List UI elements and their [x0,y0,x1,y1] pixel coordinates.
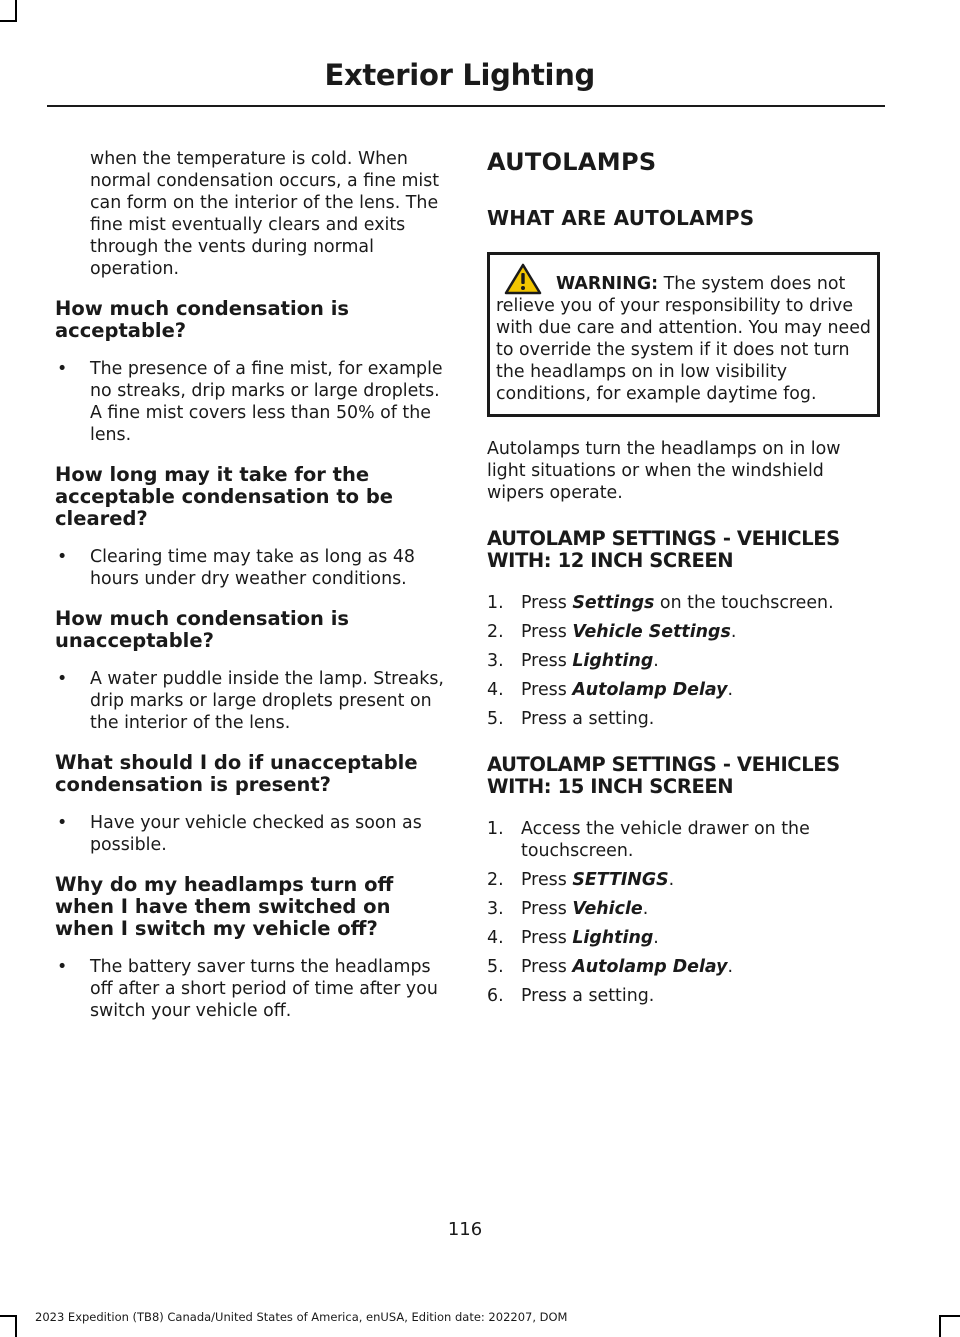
bullet-dot: • [57,813,68,833]
step-ui-label: Autolamp Delay [572,957,728,977]
crop-mark [0,20,17,22]
list-item [487,592,880,614]
faq-section [55,874,450,1022]
step-text-plain: Access the vehicle drawer on the touchscreen. [521,819,810,861]
step-text-plain: . [653,928,659,948]
faq-heading: What should I do if unacceptable condensation is present? [55,751,418,796]
faq-heading: How much condensation is unacceptable? [55,607,349,652]
step-text-plain: Press [521,870,573,890]
faq-section [55,464,450,590]
warning-label: WARNING: [556,274,659,294]
bullet-dot: • [57,359,68,379]
bullet-text: Have your vehicle checked as soon as possible. [90,813,422,855]
list-item [487,927,880,949]
settings-15-heading: AUTOLAMP SETTINGS - VEHICLES WITH: 15 INCH SCREEN [487,753,840,798]
intro-paragraph: when the temperature is cold. When normal condensation occurs, a fine mist can form on the interior of the lens. The fine mist eventually clears and exits through the vents during normal operation. [90,149,440,279]
step-text-plain: Press [521,957,573,977]
step-text-plain: . [727,957,733,977]
step-text [521,869,880,891]
step-text [521,927,880,949]
step-text-plain: Press [521,928,573,948]
list-item [55,546,450,590]
page-title: Exterior Lighting [324,58,595,92]
list-item [55,358,450,446]
header-rule [47,105,885,107]
step-number: 4. [487,680,504,700]
list-item [487,898,880,920]
step-number: 1. [487,819,504,839]
step-number: 2. [487,622,504,642]
step-text-plain: . [668,870,675,890]
right-column [487,148,880,1014]
step-text-plain: on the touchscreen. [654,593,834,613]
step-ui-label: Lighting [572,651,654,671]
step-text [521,708,880,730]
step-text [521,621,880,643]
warning-text: The system does not relieve you of your responsibility to drive with due care and attention. You may need to override the system if it does not turn the headlamps on in low visibility conditions, for example daytime fog. [496,274,871,404]
bullet-text: Clearing time may take as long as 48 hours under dry weather conditions. [90,547,415,589]
bullet-dot: • [57,547,68,567]
faq-section [55,752,450,856]
step-text-plain: Press [521,622,573,642]
step-number: 3. [487,899,504,919]
step-text [521,898,880,920]
step-text-plain: . [653,651,659,671]
step-ui-label: Vehicle Settings [572,622,731,642]
crop-mark [15,0,17,22]
list-item [487,708,880,730]
edition-footer: 2023 Expedition (TB8) Canada/United States of America, enUSA, Edition date: 202207, DOM [35,1310,568,1324]
faq-heading: Why do my headlamps turn off when I have them switched on when I switch my vehicle off? [55,873,394,940]
bullet-dot: • [57,669,68,689]
warning-triangle-icon [504,263,542,295]
step-text-plain: Press a setting. [521,986,655,1006]
step-text [521,956,880,978]
faq-section [55,298,450,446]
step-number: 2. [487,870,504,890]
list-item [487,818,880,862]
step-ui-label: Autolamp Delay [572,680,728,700]
warning-box [487,252,880,417]
step-text [521,592,880,614]
step-number: 3. [487,651,504,671]
settings-12-steps [487,592,880,730]
step-ui-label: Vehicle [572,899,643,919]
bullet-text: A water puddle inside the lamp. Streaks, drip marks or large droplets present on the interior of the lens. [90,669,444,733]
faq-section [55,608,450,734]
step-text [521,985,880,1007]
step-text-plain: Press a setting. [521,709,655,729]
step-text-plain: Press [521,593,573,613]
crop-mark [939,1315,941,1337]
bullet-text: The presence of a fine mist, for example no streaks, drip marks or large droplets. A fine mist covers less than 50% of the lens. [90,359,443,445]
settings-15-steps [487,818,880,1007]
list-item [487,869,880,891]
section-title: AUTOLAMPS [487,148,657,176]
step-number: 6. [487,986,504,1006]
step-number: 4. [487,928,504,948]
step-number: 5. [487,709,504,729]
list-item [55,812,450,856]
step-text-plain: Press [521,680,573,700]
page-number: 116 [447,1219,483,1240]
crop-mark [0,1315,17,1317]
list-item [487,650,880,672]
settings-12-heading: AUTOLAMP SETTINGS - VEHICLES WITH: 12 INCH SCREEN [487,527,840,572]
step-ui-label: Lighting [572,928,654,948]
crop-mark [15,1315,17,1337]
step-number: 5. [487,957,504,977]
faq-heading: How long may it take for the acceptable condensation to be cleared? [55,463,394,530]
step-text [521,679,880,701]
section-subtitle: WHAT ARE AUTOLAMPS [487,206,755,230]
step-text-plain: Press [521,651,573,671]
step-ui-label: SETTINGS [572,870,669,890]
list-item [55,668,450,734]
faq-heading: How much condensation is acceptable? [55,297,349,342]
step-text-plain: . [642,899,649,919]
step-text-plain: . [730,622,737,642]
autolamps-description: Autolamps turn the headlamps on in low light situations or when the windshield wipers operate. [487,439,841,503]
list-item [487,621,880,643]
step-text [521,818,880,862]
left-column [55,148,450,1022]
bullet-text: The battery saver turns the headlamps off after a short period of time after you switch your vehicle off. [90,957,438,1021]
step-number: 1. [487,593,504,613]
step-text [521,650,880,672]
crop-mark [939,1315,960,1317]
step-ui-label: Settings [572,593,655,613]
list-item [487,985,880,1007]
list-item [487,679,880,701]
step-text-plain: . [727,680,733,700]
list-item [55,956,450,1022]
bullet-dot: • [57,957,68,977]
list-item [487,956,880,978]
step-text-plain: Press [521,899,573,919]
